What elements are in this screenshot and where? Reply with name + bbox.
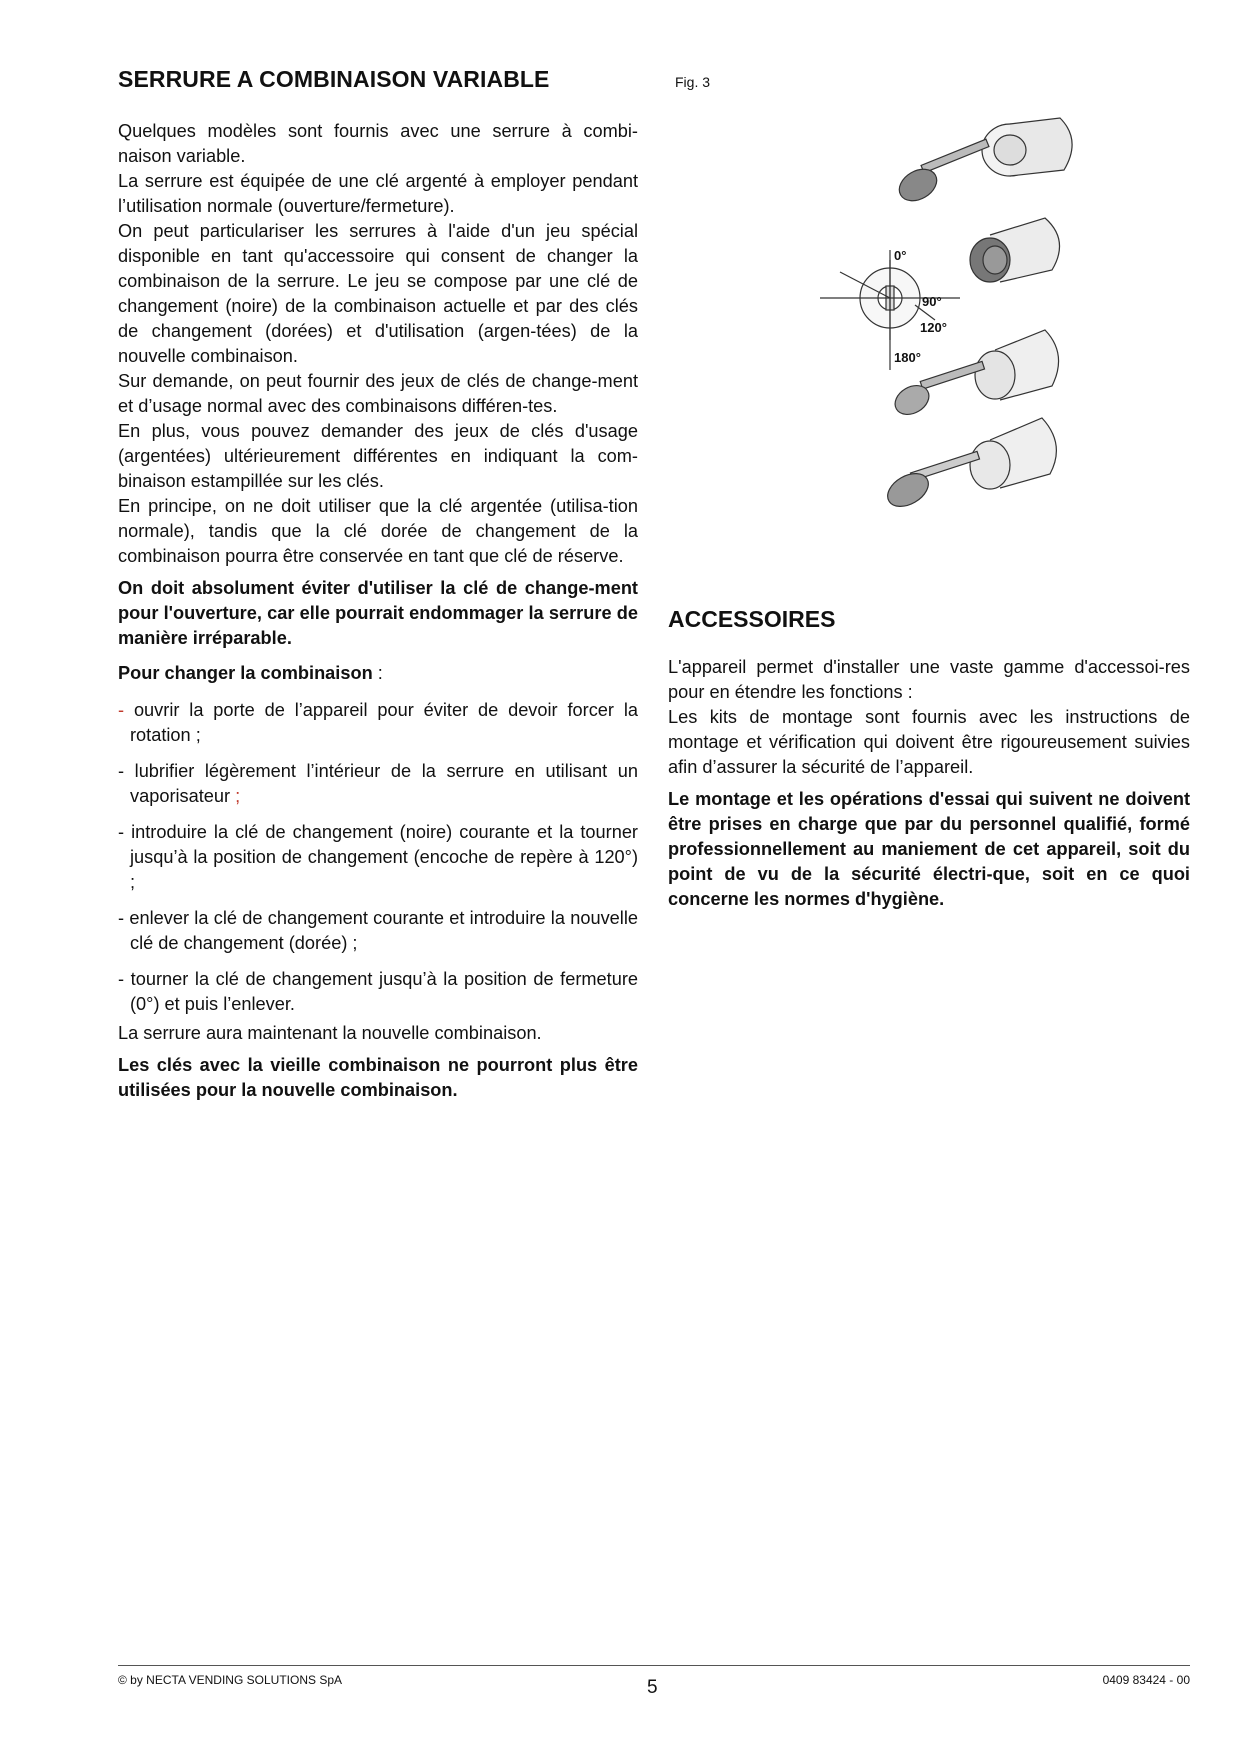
lock-cylinder-icon [970, 218, 1060, 282]
list-item [118, 906, 638, 956]
change-colon: : [372, 663, 383, 683]
list-item [118, 698, 638, 748]
angle-label-180: 180° [894, 350, 921, 365]
paragraph: En plus, vous pouvez demander des jeux de clés d'usage (argentées) ultérieurement différentes en indiquant la com-binaison estampillée sur les clés. [118, 421, 638, 491]
section-title-lock: SERRURE A COMBINAISON VARIABLE [118, 66, 550, 92]
step-text: ouvrir la porte de l’appareil pour éviter de devoir forcer la rotation ; [130, 700, 638, 745]
step-tail: ; [235, 786, 241, 806]
paragraph: On peut particulariser les serrures à l'aide d'un jeu spécial disponible en tant qu'accessoire qui consent de changer la combinaison de la serrure. Le jeu se compose par une clé de changement (noire) de la combinaison actuelle et par des clés de changement (dorées) et d'utilisation (argen-tées) de la nouvelle combinaison. [118, 221, 638, 366]
step-dash: - [118, 700, 134, 720]
paragraph: La serrure est équipée de une clé argenté à employer pendant l’utilisation normale (ouverture/fermeture). [118, 171, 638, 216]
footer-copyright: © by NECTA VENDING SOLUTIONS SpA [118, 1673, 343, 1687]
steps-list [118, 698, 638, 1017]
list-item [118, 967, 638, 1017]
change-combination-heading [118, 661, 638, 686]
figure-label: Fig. 3 [675, 74, 711, 90]
lock-cylinder-icon [890, 330, 1059, 420]
change-label: Pour changer la combinaison [118, 663, 373, 683]
page-number: 5 [647, 1677, 658, 1698]
step-text: lubrifier légèrement l’intérieur de la serrure en utilisant un vaporisateur [130, 761, 638, 806]
paragraph: La serrure aura maintenant la nouvelle combinaison. [118, 1023, 542, 1043]
list-item [118, 820, 638, 895]
document-code: 0409 83424 - 00 [1102, 1673, 1190, 1687]
lock-figure [820, 110, 1100, 570]
step-dash: - [118, 908, 130, 928]
warning-text: Le montage et les opérations d'essai qui suivent ne doivent être prises en charge que par du personnel qualifié, formé professionnellement au maniement de cet appareil, soit du point de vu de la sécurité électri-que, soit en ce quoi concerne les normes d'hygiène. [668, 789, 1190, 909]
step-text: tourner la clé de changement jusqu’à la position de fermeture (0°) et puis l’enlever. [130, 969, 638, 1014]
angle-label-90: 90° [922, 294, 942, 309]
step-dash: - [118, 761, 135, 781]
right-column [668, 606, 1190, 912]
paragraph: Quelques modèles sont fournis avec une serrure à combi-naison variable. [118, 121, 638, 166]
step-text: introduire la clé de changement (noire) courante et la tourner jusqu’à la position de changement (encoche de repère à 120°) ; [130, 822, 638, 892]
list-item [118, 759, 638, 809]
dial-diagram [820, 250, 960, 370]
step-text: enlever la clé de changement courante et introduire la nouvelle clé de changement (dorée) ; [129, 908, 638, 953]
step-dash: - [118, 969, 131, 989]
left-column [118, 66, 638, 1103]
lock-cylinder-icon [894, 118, 1072, 207]
paragraph: Sur demande, on peut fournir des jeux de clés de change-ment et d’usage normal avec des combinaisons différen-tes. [118, 371, 638, 416]
final-warning-text: Les clés avec la vieille combinaison ne pourront plus être utilisées pour la nouvelle combinaison. [118, 1055, 638, 1100]
footer-divider [118, 1665, 1190, 1666]
warning-text: On doit absolument éviter d'utiliser la clé de change-ment pour l'ouverture, car elle pourrait endommager la serrure de manière irréparable. [118, 578, 638, 648]
step-dash: - [118, 822, 132, 842]
section-title-accessories: ACCESSOIRES [668, 606, 836, 632]
paragraph: L'appareil permet d'installer une vaste gamme d'accessoi-res pour en étendre les fonctions : [668, 657, 1190, 702]
lock-cylinder-icon [882, 418, 1056, 513]
paragraph: En principe, on ne doit utiliser que la clé argentée (utilisa-tion normale), tandis que la clé dorée de changement de la combinaison pourra être conservée en tant que clé de réserve. [118, 496, 638, 566]
angle-label-120: 120° [920, 320, 947, 335]
paragraph: Les kits de montage sont fournis avec les instructions de montage et vérification qui doivent être rigoureusement suivies afin d’assurer la sécurité de l’appareil. [668, 707, 1190, 777]
angle-label-0: 0° [894, 248, 907, 263]
